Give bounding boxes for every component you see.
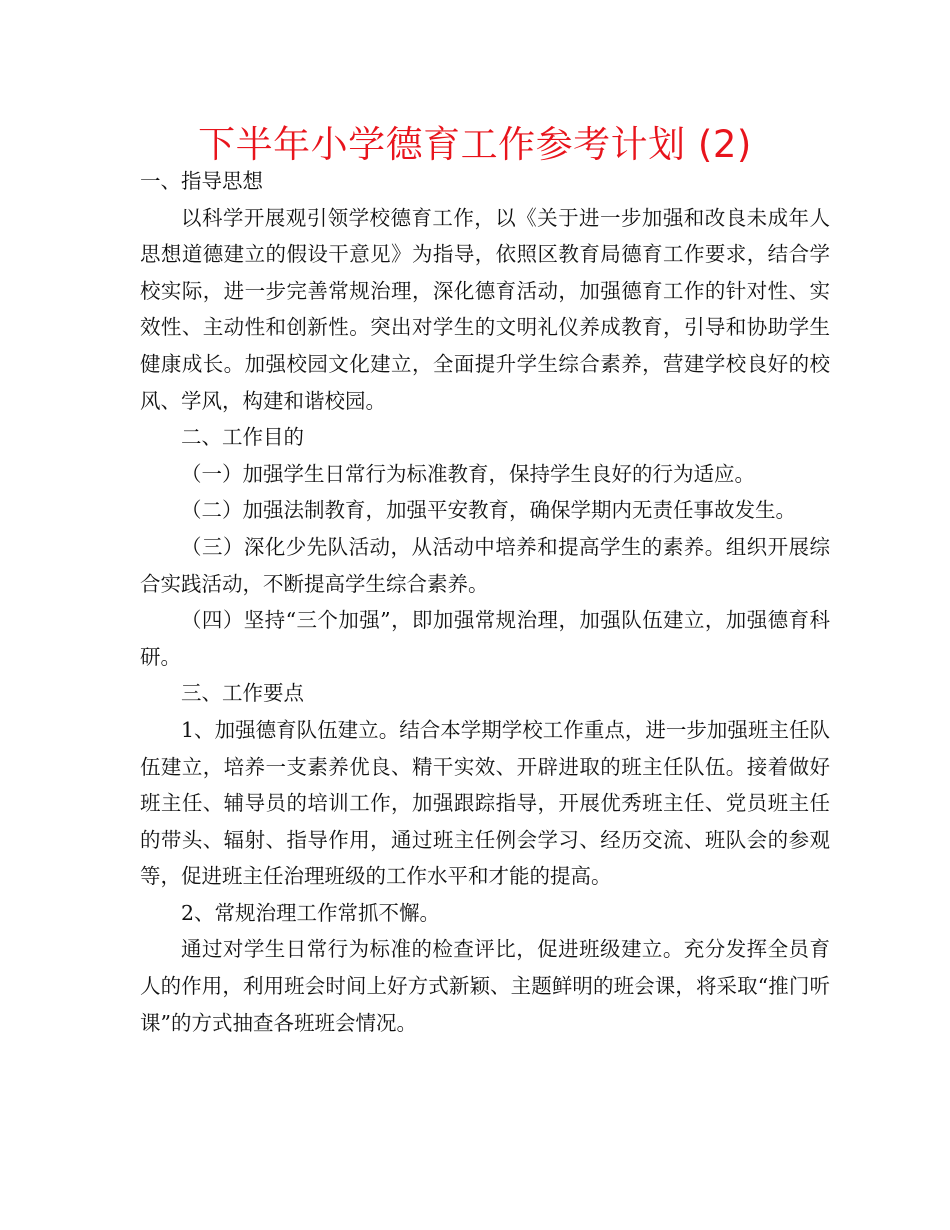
section-heading-guiding-thought: 一、指导思想 — [140, 169, 263, 193]
work-point-1: 1、加强德育队伍建立。结合本学期学校工作重点，进一步加强班主任队伍建立，培养一支素养优良、精干实效、开辟进取的班主任队伍。接着做好班主任、辅导员的培训工作，加强跟踪指导，开展优秀班主任、党员班主任的带头、辐射、指导作用，通过班主任例会学习、经历交流、班队会的参观等，促进班主任治理班级的工作水平和才能的提高。 — [140, 717, 830, 889]
section-heading-work-goals: 二、工作目的 — [181, 425, 304, 450]
work-point-2-heading: 2、常规治理工作常抓不懈。 — [181, 900, 441, 925]
goal-item-2: （二）加强法制教育，加强平安教育，确保学期内无责任事故发生。 — [181, 498, 796, 523]
paragraph-guiding-thought: 以科学开展观引领学校德育工作，以《关于进一步加强和改良未成年人思想道德建立的假设干意见》为指导，依照区教育局德育工作要求，结合学校实际，进一步完善常规治理，深化德育活动，加强德育工作的针对性、实效性、主动性和创新性。突出对学生的文明礼仪养成教育，引导和协助学生健康成长。加强校园文化建立，全面提升学生综合素养，营建学校良好的校风、学风，构建和谐校园。 — [140, 205, 830, 413]
goal-item-4: （四）坚持“三个加强”，即加强常规治理，加强队伍建立，加强德育科研。 — [140, 608, 830, 669]
section-heading-work-points: 三、工作要点 — [181, 681, 304, 706]
goal-item-3: （三）深化少先队活动，从活动中培养和提高学生的素养。组织开展综合实践活动，不断提高学生综合素养。 — [140, 534, 830, 596]
document-body — [140, 163, 830, 1041]
document-title: 下半年小学德育工作参考计划 (2) — [198, 123, 752, 166]
goal-item-1: （一）加强学生日常行为标准教育，保持学生良好的行为适应。 — [181, 461, 755, 486]
work-point-2-body: 通过对学生日常行为标准的检查评比，促进班级建立。充分发挥全员育人的作用，利用班会时间上好方式新颖、主题鲜明的班会课，将采取“推门听课”的方式抽查各班班会情况。 — [140, 937, 830, 1035]
